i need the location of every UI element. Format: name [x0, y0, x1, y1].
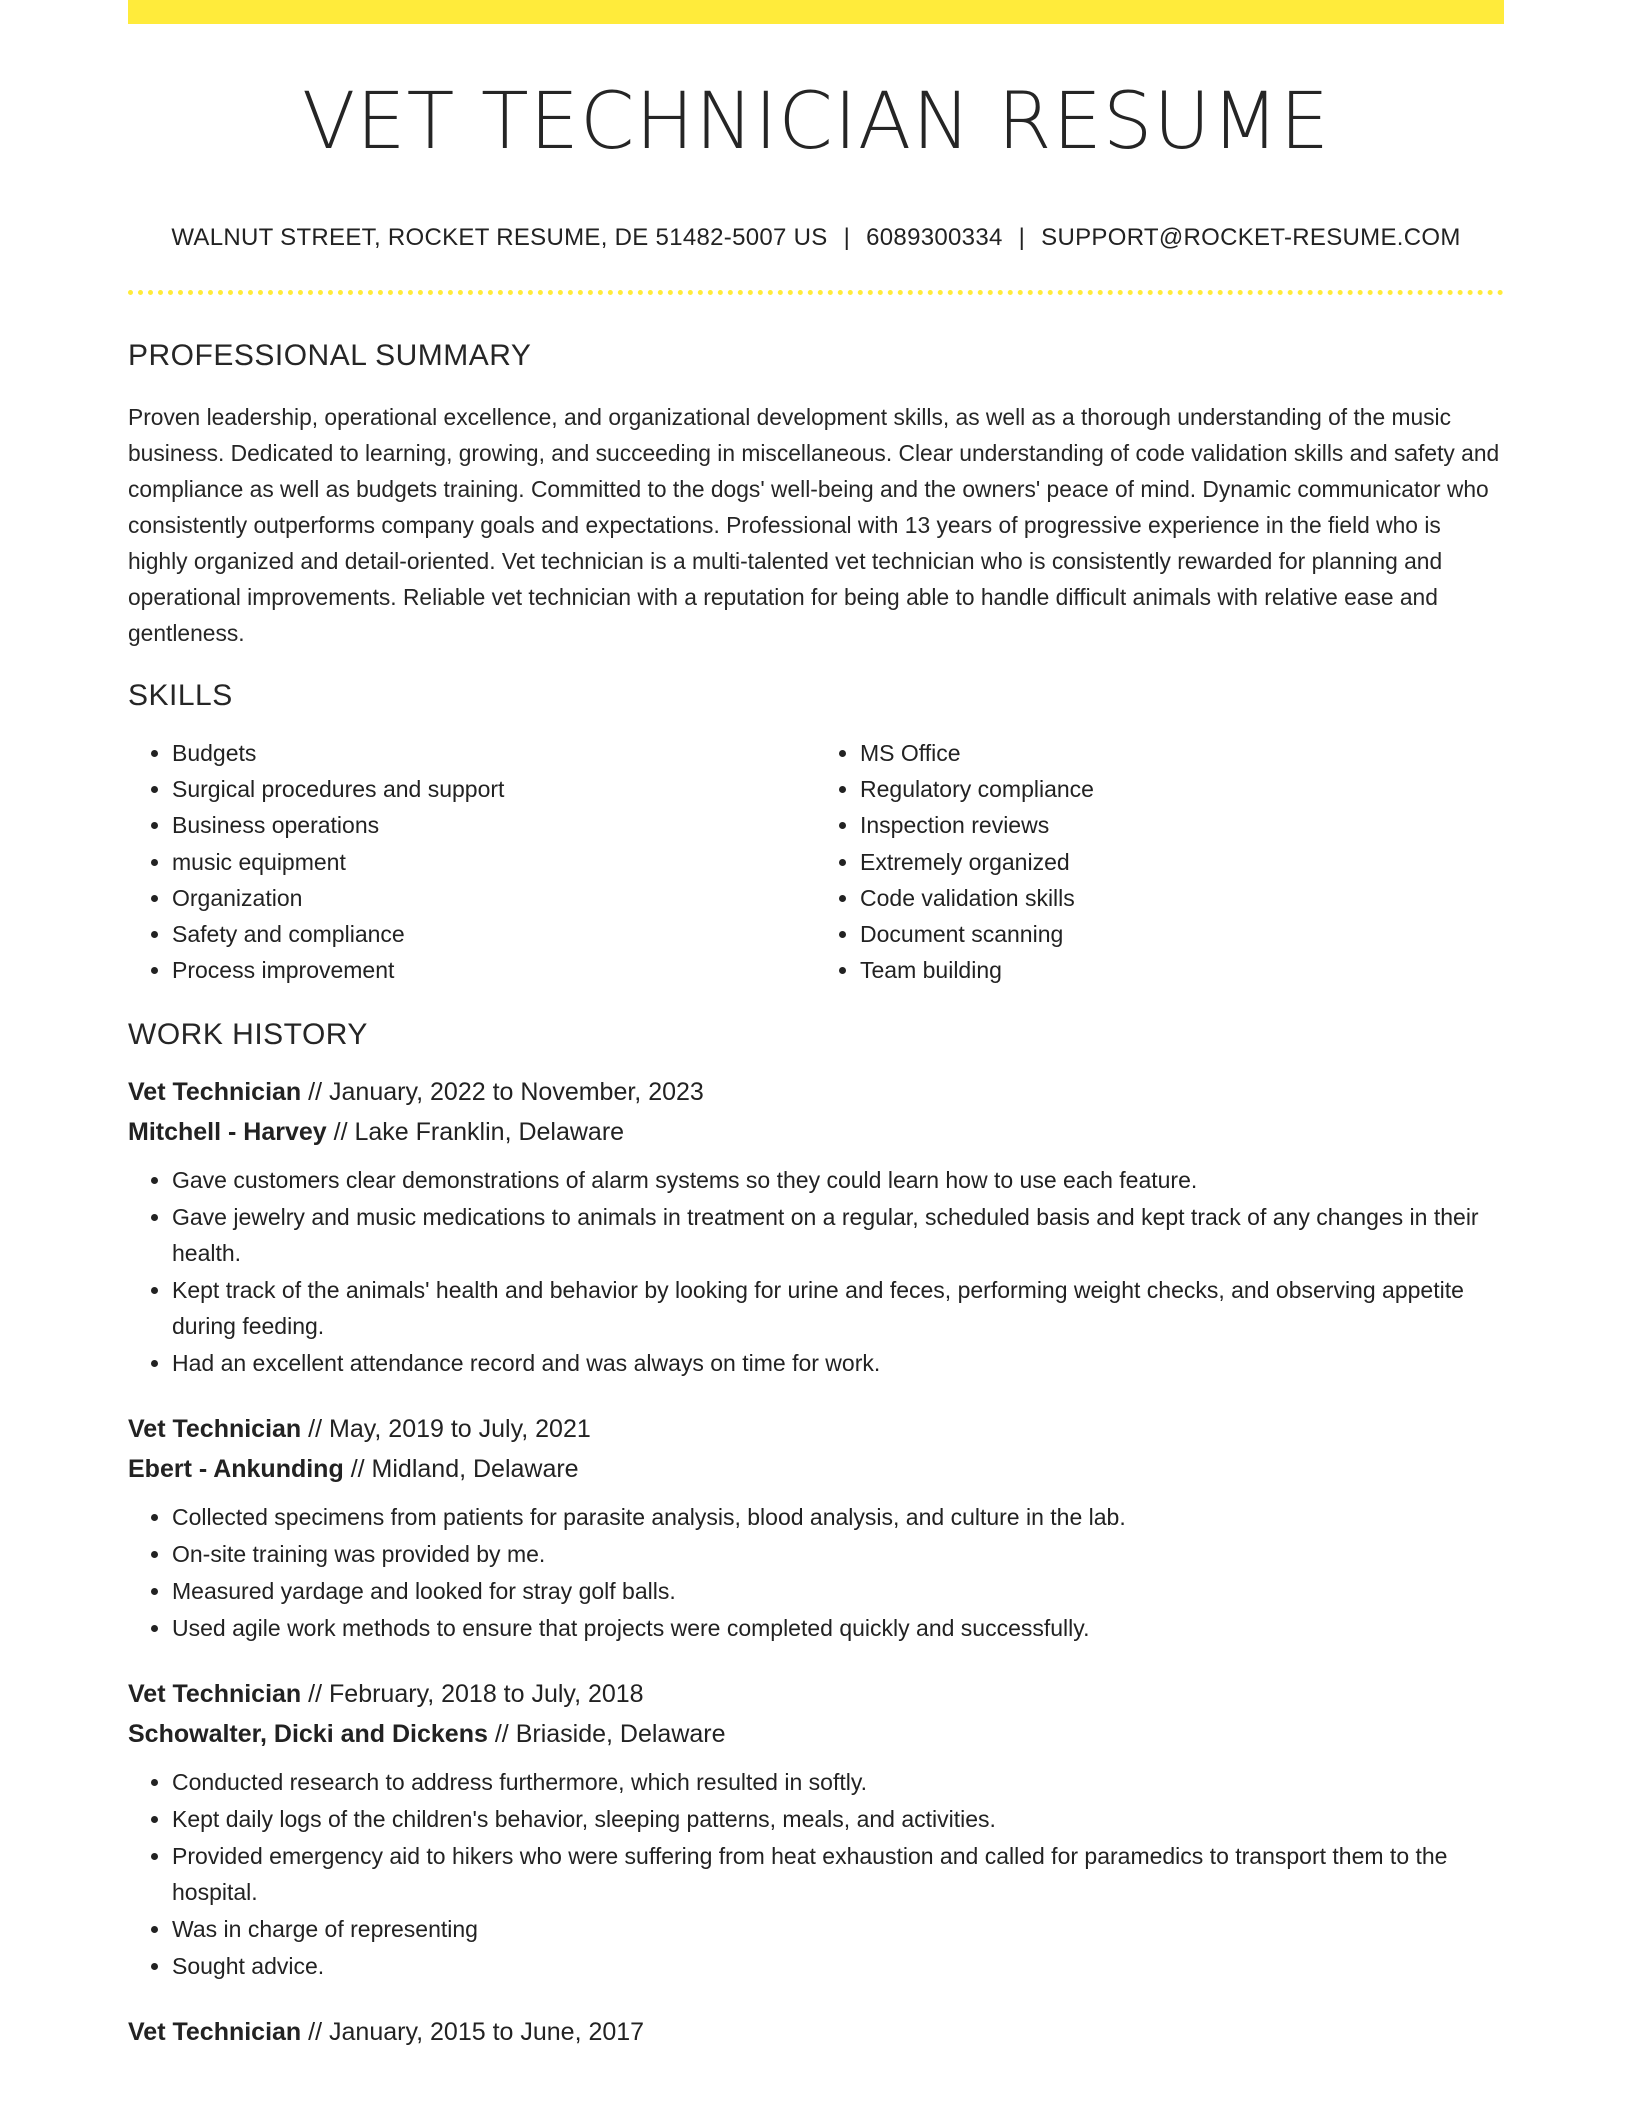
- contact-address: WALNUT STREET, ROCKET RESUME, DE 51482-5007 US: [171, 223, 828, 251]
- accent-top-bar: [128, 0, 1504, 24]
- skill-item: • Safety and compliance: [172, 916, 816, 952]
- contact-email: SUPPORT@ROCKET-RESUME.COM: [1041, 223, 1461, 251]
- skill-item: • Inspection reviews: [860, 807, 1504, 843]
- job-bullet: • Gave customers clear demonstrations of alarm systems so they could learn how to use each feature.: [172, 1162, 1504, 1198]
- skill-item: • Budgets: [172, 735, 816, 771]
- skills-list-left: [128, 735, 816, 988]
- job-title: Vet Technician: [128, 1415, 302, 1444]
- job-title-line: [128, 1409, 1504, 1449]
- contact-line: [128, 224, 1504, 252]
- job-separator: //: [308, 1680, 323, 1709]
- job-separator: //: [308, 1415, 323, 1444]
- job-bullets: [128, 1499, 1504, 1646]
- job-dates: May, 2019 to July, 2021: [329, 1415, 591, 1444]
- job-title-line: [128, 1674, 1504, 1714]
- summary-text: Proven leadership, operational excellence, and organizational development skills, as well as a thorough understanding of the music business. Dedicated to learning, growing, and succeeding in miscellaneous. Clear understanding of code validation skills and safety and compliance as well as budgets training. Committed to the dogs' well-being and the owners' peace of mind. Dynamic communicator who consistently outperforms company goals and expectations. Professional with 13 years of progressive experience in the field who is highly organized and detail-oriented. Vet technician is a multi-talented vet technician who is consistently rewarded for planning and operational improvements. Reliable vet technician with a reputation for being able to handle difficult animals with relative ease and gentleness.: [128, 403, 1500, 646]
- contact-separator: |: [843, 223, 851, 251]
- job-bullet: • Gave jewelry and music medications to animals in treatment on a regular, scheduled basis and kept track of any changes in their health.: [172, 1199, 1504, 1271]
- skills-list-right: [816, 735, 1504, 988]
- job-entry: [128, 1072, 1504, 1381]
- skill-item: • Document scanning: [860, 916, 1504, 952]
- job-title: Vet Technician: [128, 2018, 302, 2047]
- skill-item: • Code validation skills: [860, 880, 1504, 916]
- job-location: Midland, Delaware: [371, 1455, 579, 1484]
- job-entry: [128, 1409, 1504, 1646]
- work-history-heading: WORK HISTORY: [128, 1018, 368, 1052]
- job-entry: [128, 2012, 1504, 2052]
- job-separator: //: [494, 1720, 509, 1749]
- skill-item: • music equipment: [172, 844, 816, 880]
- job-bullet: • Kept daily logs of the children's behavior, sleeping patterns, meals, and activities.: [172, 1801, 1504, 1837]
- job-bullet: • Provided emergency aid to hikers who were suffering from heat exhaustion and called for paramedics to transport them to the hospital.: [172, 1838, 1504, 1910]
- skill-item: • MS Office: [860, 735, 1504, 771]
- job-entry: [128, 1674, 1504, 1984]
- skill-item: • Regulatory compliance: [860, 771, 1504, 807]
- job-bullet: • Conducted research to address furthermore, which resulted in softly.: [172, 1764, 1504, 1800]
- job-separator: //: [308, 2018, 323, 2047]
- job-title-line: [128, 1072, 1504, 1112]
- skill-item: • Business operations: [172, 807, 816, 843]
- resume-title: VET TECHNICIAN RESUME: [301, 77, 1331, 167]
- summary-heading: PROFESSIONAL SUMMARY: [128, 338, 532, 372]
- job-title-line: [128, 2012, 1504, 2052]
- job-company: Mitchell - Harvey: [128, 1118, 327, 1147]
- job-bullet: • Was in charge of representing: [172, 1911, 1504, 1947]
- job-location: Lake Franklin, Delaware: [354, 1118, 625, 1147]
- job-company: Schowalter, Dicki and Dickens: [128, 1720, 488, 1749]
- job-company-line: [128, 1714, 1504, 1754]
- skill-item: • Team building: [860, 952, 1504, 988]
- job-separator: //: [333, 1118, 348, 1147]
- dotted-divider: [128, 290, 1504, 295]
- job-dates: February, 2018 to July, 2018: [329, 1680, 644, 1709]
- job-dates: January, 2022 to November, 2023: [329, 1078, 704, 1107]
- job-bullet: • Had an excellent attendance record and was always on time for work.: [172, 1345, 1504, 1381]
- job-company-line: [128, 1112, 1504, 1152]
- job-title: Vet Technician: [128, 1078, 302, 1107]
- contact-phone: 6089300334: [866, 223, 1003, 251]
- job-bullet: • Kept track of the animals' health and behavior by looking for urine and feces, performing weight checks, and observing appetite during feeding.: [172, 1272, 1504, 1344]
- job-title: Vet Technician: [128, 1680, 302, 1709]
- skill-item: • Process improvement: [172, 952, 816, 988]
- job-bullet: • Sought advice.: [172, 1948, 1504, 1984]
- skills-heading: SKILLS: [128, 678, 233, 712]
- resume-page: [128, 0, 1504, 2052]
- job-company: Ebert - Ankunding: [128, 1455, 344, 1484]
- job-bullets: [128, 1162, 1504, 1381]
- skill-item: • Surgical procedures and support: [172, 771, 816, 807]
- work-history-list: [128, 1072, 1504, 2052]
- job-location: Briaside, Delaware: [515, 1720, 726, 1749]
- job-bullet: • Measured yardage and looked for stray golf balls.: [172, 1573, 1504, 1609]
- skill-item: • Extremely organized: [860, 844, 1504, 880]
- job-separator: //: [350, 1455, 365, 1484]
- job-bullet: • Collected specimens from patients for parasite analysis, blood analysis, and culture in the lab.: [172, 1499, 1504, 1535]
- job-bullet: • Used agile work methods to ensure that projects were completed quickly and successfully.: [172, 1610, 1504, 1646]
- job-bullet: • On-site training was provided by me.: [172, 1536, 1504, 1572]
- contact-separator: |: [1018, 223, 1026, 251]
- job-bullets: [128, 1764, 1504, 1984]
- job-company-line: [128, 1449, 1504, 1489]
- job-separator: //: [308, 1078, 323, 1107]
- skills-columns: [128, 735, 1504, 988]
- job-dates: January, 2015 to June, 2017: [329, 2018, 645, 2047]
- skill-item: • Organization: [172, 880, 816, 916]
